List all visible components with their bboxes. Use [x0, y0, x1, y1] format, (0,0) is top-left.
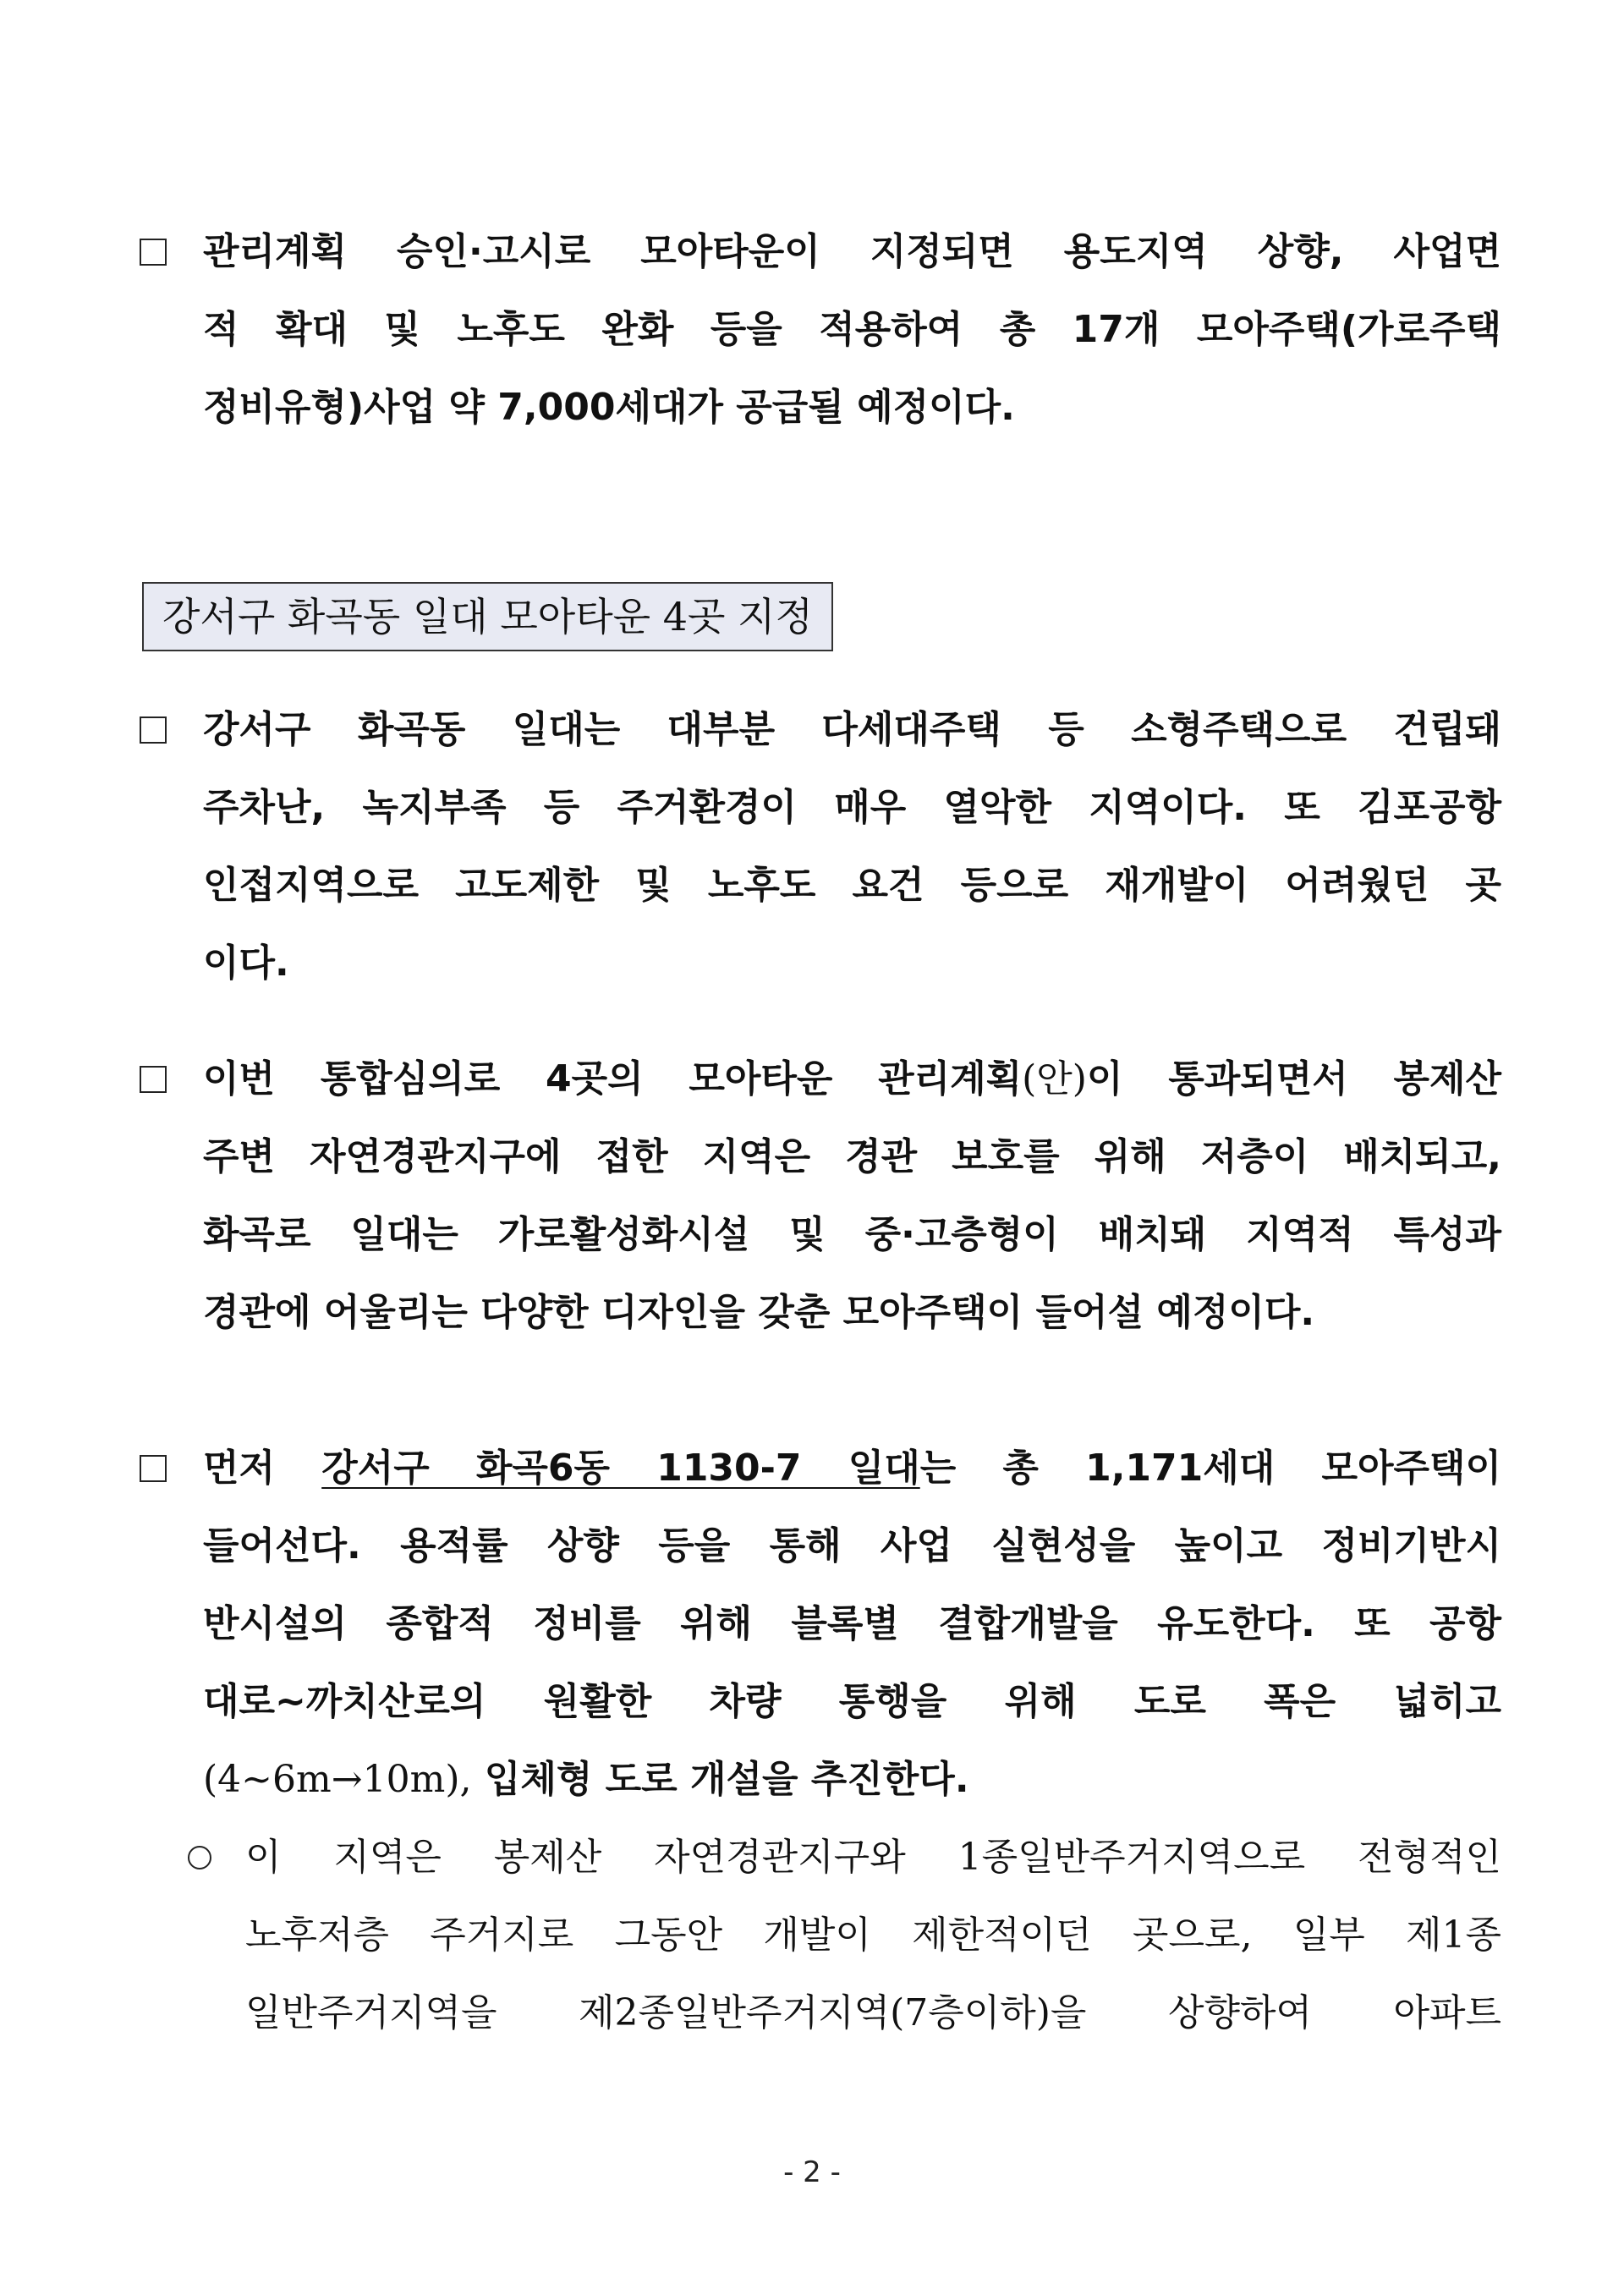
paragraph-1-line-3: 정비유형)사업 약 7,000세대가 공급될 예정이다.: [203, 386, 1015, 429]
paragraph-4-line-5-part-a: (4~6m→10m),: [203, 1758, 472, 1801]
paragraph-3-line-1-part-b: (안): [1022, 1057, 1087, 1101]
paragraph-4-line-2: 들어선다. 용적률 상향 등을 통해 사업 실현성을 높이고 정비기반시: [203, 1524, 1501, 1568]
paragraph-3-line-3: 화곡로 일대는 가로활성화시설 및 중·고층형이 배치돼 지역적 특성과: [203, 1213, 1501, 1256]
paragraph-2-line-4: 이다.: [203, 942, 289, 985]
paragraph-2-line-1: 강서구 화곡동 일대는 대부분 다세대주택 등 소형주택으로 건립돼: [203, 708, 1501, 751]
paragraph-3: [140, 1040, 1501, 1352]
paragraph-2-line-3: 인접지역으로 고도제한 및 노후도 요건 등으로 재개발이 어려웠던 곳: [203, 864, 1501, 907]
paragraph-3-line-4: 경관에 어울리는 다양한 디자인을 갖춘 모아주택이 들어설 예정이다.: [203, 1291, 1315, 1334]
paragraph-4: [140, 1430, 1501, 1819]
paragraph-4-line-5: [140, 1741, 1501, 1819]
paragraph-4-line-3: 반시설의 종합적 정비를 위해 블록별 결합개발을 유도한다. 또 공항: [203, 1602, 1501, 1645]
sub-paragraph-1-line-2: 노후저층 주거지로 그동안 개발이 제한적이던 곳으로, 일부 제1종: [245, 1913, 1501, 1957]
sub-paragraph-1: [188, 1819, 1501, 2052]
paragraph-3-line-1-part-c: 이 통과되면서 봉제산: [1086, 1057, 1501, 1101]
underlined-location: 강서구 화곡6동 1130-7 일대: [321, 1447, 920, 1490]
paragraph-2: [140, 691, 1501, 1002]
paragraph-2-line-2: 주차난, 녹지부족 등 주거환경이 매우 열악한 지역이다. 또 김포공항: [203, 786, 1501, 829]
paragraph-4-line-1-part-a: 먼저: [203, 1447, 276, 1490]
paragraph-3-line-2: 주변 자연경관지구에 접한 지역은 경관 보호를 위해 저층이 배치되고,: [203, 1135, 1501, 1178]
sub-paragraph-1-line-1: 이 지역은 봉제산 자연경관지구와 1종일반주거지역으로 전형적인: [245, 1836, 1501, 1879]
paragraph-3-line-1-part-a: 이번 통합심의로 4곳의 모아타운 관리계획: [203, 1057, 1023, 1101]
paragraph-4-line-1-part-c: 는 총 1,171세대 모아주택이: [919, 1447, 1501, 1490]
paragraph-1: [140, 213, 1501, 447]
paragraph-3-line-1: [140, 1040, 1501, 1118]
section-heading: 강서구 화곡동 일대 모아타운 4곳 지정: [142, 582, 833, 651]
paragraph-4-line-5-part-b: 입체형 도로 개설을 추진한다.: [484, 1758, 969, 1801]
paragraph-1-line-2: 적 확대 및 노후도 완화 등을 적용하여 총 17개 모아주택(가로주택: [203, 308, 1501, 351]
paragraph-4-line-1: [140, 1430, 1501, 1507]
paragraph-4-line-4: 대로~까치산로의 원활한 차량 통행을 위해 도로 폭은 넓히고: [203, 1680, 1501, 1723]
sub-paragraph-1-line-3: 일반주거지역을 제2종일반주거지역(7층이하)을 상향하여 아파트: [245, 1991, 1501, 2034]
paragraph-1-line-1: 관리계획 승인·고시로 모아타운이 지정되면 용도지역 상향, 사업면: [203, 230, 1501, 273]
page-number: - 2 -: [783, 2155, 841, 2189]
